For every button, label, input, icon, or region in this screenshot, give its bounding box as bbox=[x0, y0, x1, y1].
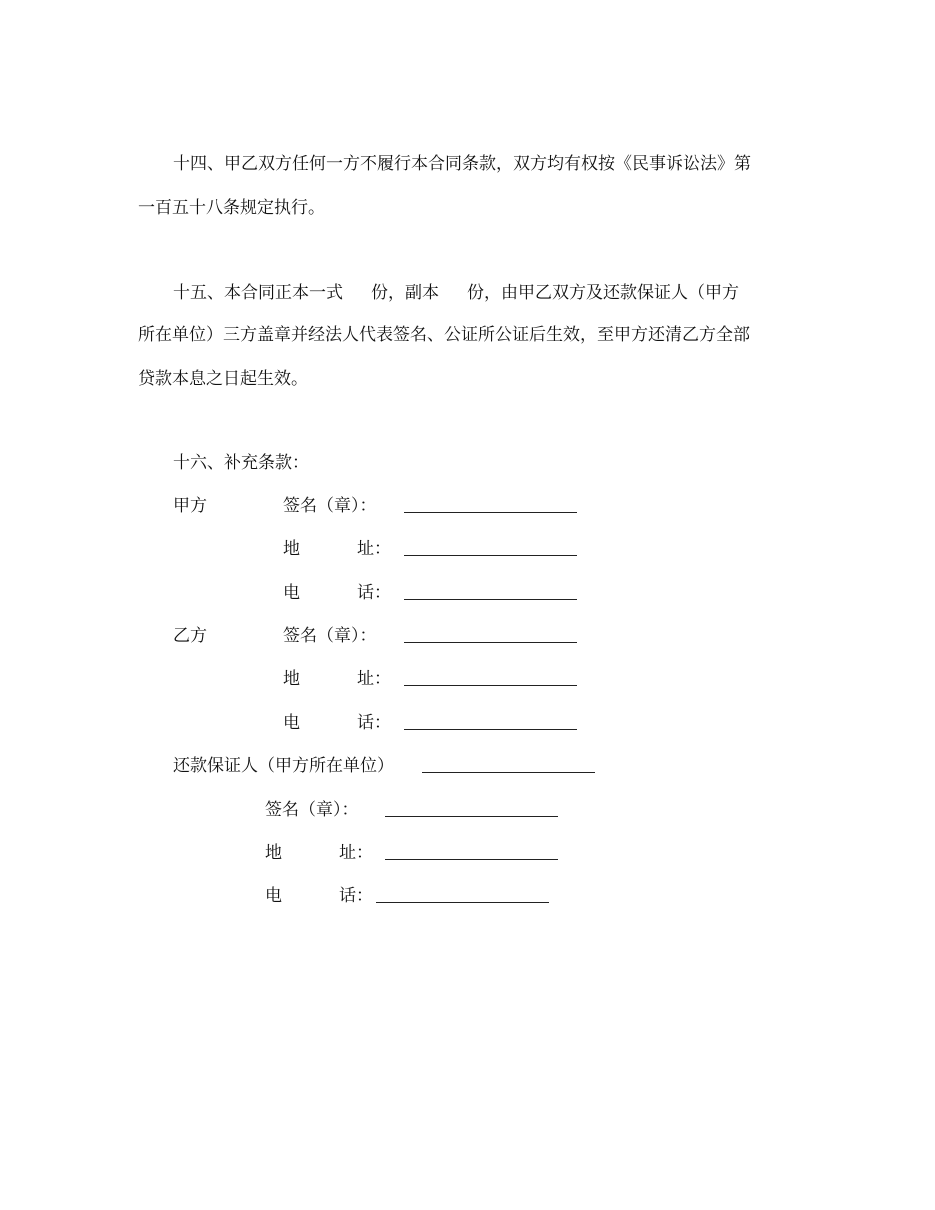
party-a-address-label-1: 地 bbox=[283, 539, 300, 559]
guarantor-phone-field[interactable] bbox=[376, 902, 549, 903]
party-b-phone-label-2: 话： bbox=[357, 713, 391, 733]
party-a-phone-label-1: 电 bbox=[283, 583, 300, 603]
clause-15-text-b: 份，副本 bbox=[371, 283, 439, 303]
clause-16-title: 十六、补充条款： bbox=[173, 453, 309, 473]
party-b-sign-label: 签名（章）： bbox=[283, 626, 377, 646]
clause-14-line-2: 一百五十八条规定执行。 bbox=[138, 198, 325, 218]
party-a-phone-label-2: 话： bbox=[357, 583, 391, 603]
clause-15-line-2: 所在单位）三方盖章并经法人代表签名、公证所公证后生效，至甲方还清乙方全部 bbox=[138, 325, 750, 345]
party-a-address-label-2: 址： bbox=[357, 539, 391, 559]
party-b-address-field[interactable] bbox=[404, 685, 577, 686]
clause-15-text-c: 份，由甲乙双方及还款保证人（甲方 bbox=[467, 283, 739, 303]
party-b-phone-field[interactable] bbox=[404, 729, 577, 730]
guarantor-sign-label: 签名（章）： bbox=[265, 800, 359, 820]
guarantor-address-field[interactable] bbox=[385, 859, 558, 860]
guarantor-name-field[interactable] bbox=[422, 772, 595, 773]
guarantor-sign-field[interactable] bbox=[385, 816, 558, 817]
clause-15-text-a: 十五、本合同正本一式 bbox=[173, 283, 343, 303]
guarantor-label: 还款保证人（甲方所在单位） bbox=[173, 756, 394, 776]
party-b-address-label-2: 址： bbox=[357, 669, 391, 689]
party-b-label: 乙方 bbox=[173, 626, 207, 646]
guarantor-phone-label-2: 话： bbox=[339, 886, 373, 906]
party-a-label: 甲方 bbox=[173, 496, 207, 516]
party-a-address-field[interactable] bbox=[404, 555, 577, 556]
guarantor-address-label-1: 地 bbox=[265, 843, 282, 863]
guarantor-phone-label-1: 电 bbox=[265, 886, 282, 906]
party-b-sign-field[interactable] bbox=[404, 642, 577, 643]
party-a-sign-field[interactable] bbox=[404, 512, 577, 513]
clause-15-line-3: 贷款本息之日起生效。 bbox=[138, 369, 308, 389]
clause-15-line-1 bbox=[173, 283, 739, 303]
guarantor-address-label-2: 址： bbox=[339, 843, 373, 863]
party-b-address-label-1: 地 bbox=[283, 669, 300, 689]
party-a-sign-label: 签名（章）： bbox=[283, 496, 377, 516]
clause-14-line-1: 十四、甲乙双方任何一方不履行本合同条款，双方均有权按《民事诉讼法》第 bbox=[173, 154, 751, 174]
party-b-phone-label-1: 电 bbox=[283, 713, 300, 733]
party-a-phone-field[interactable] bbox=[404, 599, 577, 600]
